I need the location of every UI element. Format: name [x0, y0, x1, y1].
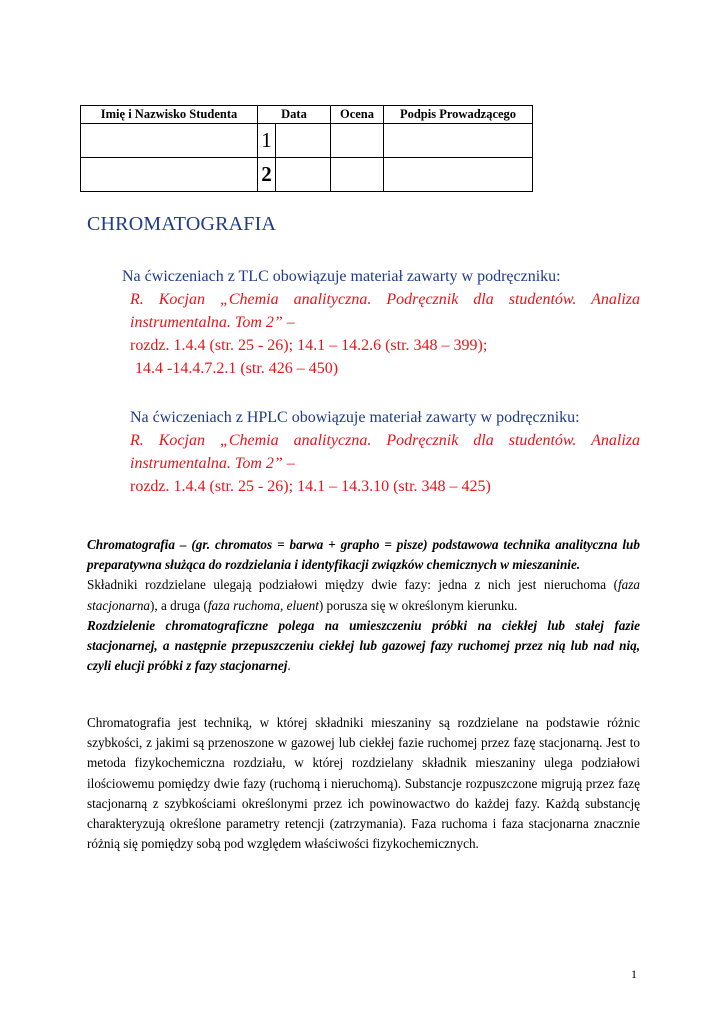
tlc-chapters-cont: 14.4 -14.4.7.2.1 (str. 426 – 450)	[135, 360, 339, 377]
grade-cell	[331, 124, 384, 158]
table-row	[81, 124, 533, 158]
page-number: 1	[631, 967, 637, 981]
signature-cell	[384, 158, 533, 192]
table-header-row	[81, 106, 533, 124]
date-cell	[276, 158, 331, 192]
student-name-cell	[81, 158, 258, 192]
header-date: Data	[258, 106, 331, 124]
separation-text: Rozdzielenie chromatograficzne polega na umieszczeniu próbki na ciekłej lub stałej fazie stacjonarnej, a następnie przepuszczeniu ciekłej lub gazowej fazy ruchomej przez nią lub nad nią, czyli elucji próbki z fazy stacjonarnej.	[87, 617, 640, 674]
hplc-intro: Na ćwiczeniach z HPLC obowiązuje materiał zawarty w podręczniku:	[130, 409, 580, 426]
definition-block	[87, 535, 640, 676]
hplc-book-title-cont: instrumentalna. Tom 2” –	[130, 455, 295, 472]
grade-cell	[331, 158, 384, 192]
main-paragraph	[87, 713, 640, 854]
main-paragraph-text: Chromatografia jest techniką, w której składniki mieszaniny są rozdzielane na podstawie różnic szybkości, z jakimi są przenoszone w gazowej lub ciekłej fazie ruchomej przez fazę stacjonarną. Jest to metoda fizykochemiczna rozdziału, w której rozdzielany składnik mieszaniny ulega podziałowi ilościowemu pomiędzy dwie fazy (ruchomą i nieruchomą). Substancje rozpuszczone migrują przez fazę stacjonarną z szybkościami określonymi przez ich powinowactwo do każdej fazy. Każdą substancję charakteryzują określone parametry retencji (zatrzymania). Faza ruchoma i faza stacjonarna znacznie różnią się pomiędzy sobą pod względem właściwości fizykochemicznych.	[87, 715, 640, 852]
row-number: 1	[258, 124, 276, 158]
header-student-name: Imię i Nazwisko Studenta	[81, 106, 258, 124]
row-number: 2	[258, 158, 276, 192]
definition-text: Chromatografia – (gr. chromatos = barwa + grapho = pisze) podstawowa technika analityczna lub preparatywna służąca do rozdzielania i identyfikacji związków chemicznych w mieszaninie.	[87, 537, 640, 573]
table-row	[81, 158, 533, 192]
page-title: CHROMATOGRAFIA	[87, 213, 277, 235]
phases-text: Składniki rozdzielane ulegają podziałowi między dwie fazy: jedna z nich jest nieruchoma (faza stacjonarna), a druga (faza ruchoma, eluent) porusza się w określonym kierunku.	[87, 577, 640, 613]
hplc-chapters: rozdz. 1.4.4 (str. 25 - 26); 14.1 – 14.3.10 (str. 348 – 425)	[130, 478, 491, 495]
grade-table	[80, 105, 533, 192]
tlc-chapters: rozdz. 1.4.4 (str. 25 - 26); 14.1 – 14.2.6 (str. 348 – 399);	[130, 337, 488, 354]
tlc-intro: Na ćwiczeniach z TLC obowiązuje materiał zawarty w podręczniku:	[122, 268, 561, 285]
header-grade: Ocena	[331, 106, 384, 124]
tlc-book-title: R. Kocjan „Chemia analityczna. Podręcznik dla studentów. Analiza	[130, 291, 640, 308]
hplc-book-title: R. Kocjan „Chemia analityczna. Podręcznik dla studentów. Analiza	[130, 432, 640, 449]
signature-cell	[384, 124, 533, 158]
student-name-cell	[81, 124, 258, 158]
header-signature: Podpis Prowadzącego	[384, 106, 533, 124]
tlc-book-title-cont: instrumentalna. Tom 2” –	[130, 314, 295, 331]
date-cell	[276, 124, 331, 158]
